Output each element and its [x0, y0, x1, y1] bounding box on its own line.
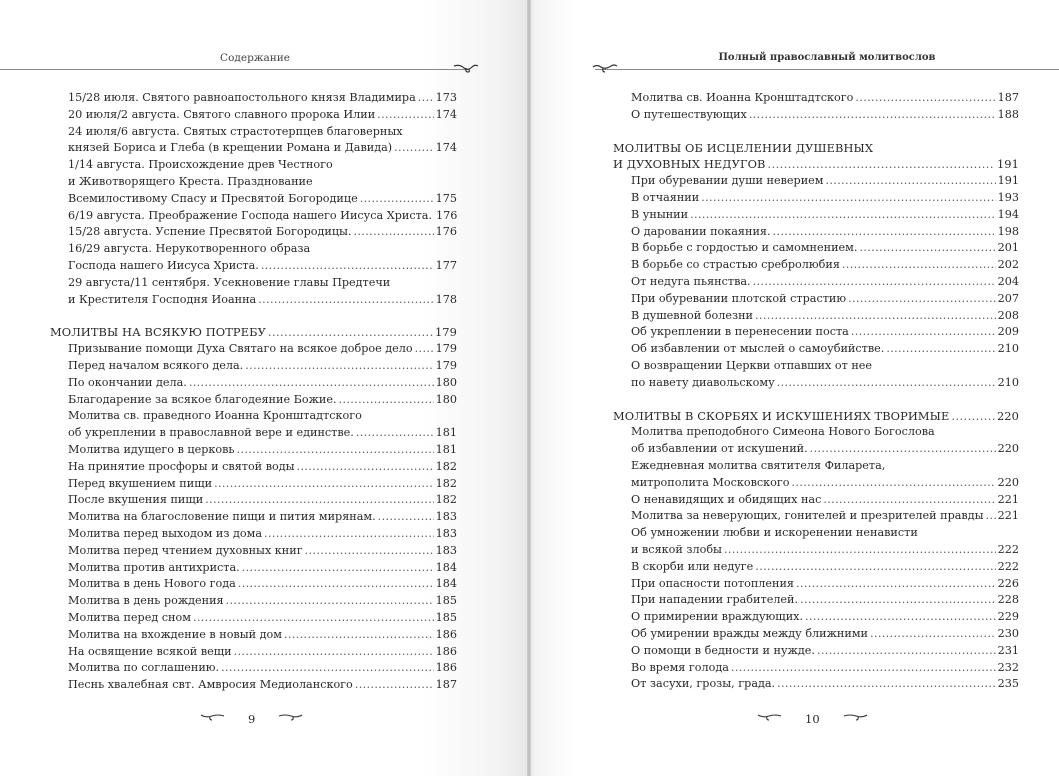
section-heading[interactable]: [613, 156, 1019, 173]
toc-entry[interactable]: [50, 258, 457, 275]
dot-leader: [305, 543, 434, 560]
dot-leader: [842, 257, 996, 274]
entry-title: Молитва перед выходом из дома: [68, 526, 263, 540]
entry-title: и Крестителя Господня Иоанна: [68, 292, 257, 306]
toc-entry[interactable]: [613, 324, 1019, 341]
entry-title: О примирении враждующих.: [631, 610, 804, 624]
entry-title: На принятие просфоры и святой воды: [68, 459, 295, 473]
entry-title: Молитва на вхождение в новый дом: [68, 627, 282, 641]
entry-page-number: 191: [996, 157, 1019, 172]
entry-title: 15/28 августа. Успение Пресвятой Богородицы.: [68, 225, 352, 239]
entry-title: Перед вкушением пищи: [68, 476, 213, 490]
entry-page-number: 198: [997, 224, 1019, 238]
entry-page-number: 174: [435, 107, 457, 121]
toc-entry[interactable]: [50, 375, 457, 392]
entry-page-number: 209: [997, 325, 1019, 339]
entry-page-number: 175: [435, 191, 457, 205]
entry-page-number: 182: [435, 476, 457, 490]
entry-title: О путешествующих: [631, 107, 747, 121]
dot-leader: [986, 508, 996, 525]
entry-page-number: 182: [435, 493, 457, 507]
toc-entry[interactable]: [613, 576, 1019, 593]
entry-page-number: 222: [997, 542, 1019, 556]
dot-leader: [261, 258, 434, 275]
toc-entry[interactable]: [613, 173, 1019, 190]
entry-title: Молитва в день рождения: [68, 594, 224, 608]
toc-entry[interactable]: [50, 224, 457, 241]
entry-title: Перед началом всякого дела.: [68, 358, 244, 372]
entry-page-number: 201: [997, 241, 1019, 255]
dot-leader: [773, 224, 996, 241]
toc-entry[interactable]: [613, 609, 1019, 626]
section-heading[interactable]: [613, 408, 1019, 425]
dot-leader: [378, 509, 434, 526]
dot-leader: [810, 441, 996, 458]
entry-title: Благодарение за всякое благодеяние Божие.: [68, 392, 337, 406]
toc-entry[interactable]: [613, 559, 1019, 576]
entry-page-number: 220: [996, 408, 1019, 423]
toc-entry[interactable]: [50, 492, 457, 509]
entry-title: Молитва идущего в церковь: [68, 442, 235, 456]
toc-entry[interactable]: [613, 475, 1019, 492]
toc-entry[interactable]: [613, 107, 1019, 124]
dot-leader: [356, 425, 434, 442]
toc-entry[interactable]: [50, 677, 457, 694]
dot-leader: [870, 626, 996, 643]
entry-page-number: 222: [997, 559, 1019, 573]
entry-page-number: 183: [435, 543, 457, 557]
entry-title: Об укреплении в перенесении поста: [631, 325, 849, 339]
entry-title: О ненавидящих и обидящих нас: [631, 492, 822, 506]
header-rule: [595, 69, 1059, 70]
page-number: 9: [248, 711, 256, 726]
toc-entry[interactable]: [50, 208, 457, 225]
entry-page-number: 176: [435, 225, 457, 239]
toc-entry[interactable]: [50, 526, 457, 543]
dot-leader: [237, 442, 434, 459]
dot-leader: [339, 392, 434, 409]
entry-title: При нападении грабителей.: [631, 593, 799, 607]
entry-title: В скорби или недуге: [631, 559, 754, 573]
toc-entry[interactable]: [50, 644, 457, 661]
dot-leader: [800, 592, 996, 609]
dot-leader: [355, 677, 434, 694]
entry-title: От недуга пьянства.: [631, 274, 751, 288]
dot-leader: [360, 191, 434, 208]
entry-title: В борьбе со страстью сребролюбия: [631, 258, 840, 272]
toc-section: [50, 324, 457, 694]
entry-title: В отчаянии: [631, 190, 700, 204]
entry-page-number: 179: [435, 358, 457, 372]
entry-page-number: 173: [435, 91, 457, 104]
entry-title: О помощи в бедности и нужде.: [631, 643, 815, 657]
toc-section: [613, 140, 1019, 392]
dot-leader: [859, 240, 995, 257]
page-number: 10: [805, 711, 820, 726]
entry-title: При опасности потопления: [631, 576, 794, 590]
entry-title: 6/19 августа. Преображение Господа нашего Иисуса Христа.: [68, 208, 433, 222]
entry-page-number: 182: [435, 459, 457, 473]
entry-page-number: 194: [997, 207, 1019, 221]
entry-page-number: 180: [435, 392, 457, 406]
left-page: [0, 0, 527, 776]
entry-page-number: 232: [997, 660, 1019, 674]
entry-page-number: 180: [435, 375, 457, 389]
dot-leader: [189, 375, 434, 392]
entry-page-number: 208: [997, 308, 1019, 322]
toc-entry[interactable]: [613, 257, 1019, 274]
toc-entry[interactable]: [50, 140, 457, 157]
entry-title: Молитва на благословение пищи и пития мирянам.: [68, 510, 376, 524]
toc-entry-line: 29 августа/11 сентября. Усекновение главы Предтечи: [68, 275, 391, 289]
toc-entry[interactable]: [613, 508, 1019, 525]
toc-entry[interactable]: [613, 660, 1019, 677]
toc-entry[interactable]: [50, 90, 457, 107]
dot-leader: [825, 173, 995, 190]
entry-page-number: 176: [436, 208, 458, 222]
entry-page-number: 187: [997, 91, 1019, 104]
dot-leader: [855, 90, 995, 107]
ornament-right-icon: [277, 711, 303, 726]
entry-title: При обуревании плотской страстию: [631, 291, 847, 305]
toc-entry[interactable]: [613, 441, 1019, 458]
toc-entry[interactable]: [613, 643, 1019, 660]
entry-page-number: 179: [435, 342, 457, 356]
ornament-flourish-icon: [591, 62, 619, 77]
dot-leader: [245, 358, 433, 375]
table-of-contents: [50, 90, 457, 694]
entry-page-number: 220: [997, 442, 1019, 456]
dot-leader: [951, 408, 995, 425]
dot-leader: [377, 107, 433, 124]
dot-leader: [238, 576, 434, 593]
toc-entry-line: МОЛИТВЫ ОБ ИСЦЕЛЕНИИ ДУШЕВНЫХ: [613, 140, 874, 155]
toc-entry[interactable]: [50, 107, 457, 124]
toc-entry[interactable]: [50, 509, 457, 526]
dot-leader: [242, 560, 434, 577]
entry-page-number: 191: [997, 174, 1019, 188]
entry-title: Молитва по соглашению.: [68, 661, 220, 675]
entry-title: Всемилостивому Спасу и Пресвятой Богородице: [68, 191, 358, 205]
toc-entry[interactable]: [613, 592, 1019, 609]
entry-title: В душевной болезни: [631, 308, 753, 322]
entry-page-number: 181: [435, 426, 457, 440]
entry-page-number: 186: [435, 644, 457, 658]
dot-leader: [297, 459, 434, 476]
entry-title: Молитва за неверующих, гонителей и презрителей правды: [631, 509, 984, 523]
entry-page-number: 193: [997, 190, 1019, 204]
entry-title: митрополита Московского: [631, 475, 790, 489]
entry-title: Господа нашего Иисуса Христа.: [68, 258, 259, 272]
page-footer: [757, 711, 868, 726]
toc-entry[interactable]: [613, 291, 1019, 308]
toc-entry-line: 1/14 августа. Происхождение древ Честного: [68, 158, 333, 172]
dot-leader: [753, 274, 996, 291]
entry-page-number: 183: [435, 526, 457, 540]
entry-title: князей Бориса и Глеба (в крещении Романа и Давида): [68, 141, 393, 155]
toc-entry-line: Молитва преподобного Симеона Нового Богослова: [631, 425, 935, 439]
dot-leader: [221, 660, 434, 677]
toc-entry[interactable]: [50, 191, 457, 208]
toc-section: [613, 408, 1019, 694]
dot-leader: [701, 190, 995, 207]
toc-entry[interactable]: [613, 341, 1019, 358]
dot-leader: [394, 140, 434, 157]
toc-entry[interactable]: [50, 425, 457, 442]
dot-leader: [258, 292, 433, 309]
entry-page-number: 183: [435, 510, 457, 524]
entry-title: об избавлении от искушений.: [631, 442, 808, 456]
toc-entry-line: Ежедневная молитва святителя Филарета,: [631, 458, 886, 472]
entry-page-number: 202: [997, 258, 1019, 272]
entry-title: по навету диавольскому: [631, 375, 775, 389]
dot-leader: [264, 526, 434, 543]
toc-entry[interactable]: [50, 576, 457, 593]
dot-leader: [777, 375, 996, 392]
toc-entry[interactable]: [50, 392, 457, 409]
entry-page-number: 204: [997, 274, 1019, 288]
toc-entry-line: О возвращении Церкви отпавших от нее: [631, 358, 873, 372]
entry-title: В борьбе с гордостью и самомнением.: [631, 241, 858, 255]
dot-leader: [755, 559, 995, 576]
dot-leader: [214, 476, 434, 493]
dot-leader: [690, 207, 996, 224]
entry-title: При обуревании души неверием: [631, 174, 824, 188]
entry-page-number: 230: [997, 626, 1019, 640]
table-of-contents: [613, 90, 1019, 693]
toc-entry[interactable]: [50, 543, 457, 560]
section-heading[interactable]: [50, 324, 457, 341]
toc-entry[interactable]: [613, 90, 1019, 107]
entry-title: О даровании покаяния.: [631, 224, 771, 238]
entry-title: 15/28 июля. Святого равноапостольного князя Владимира: [68, 91, 416, 104]
toc-entry[interactable]: [50, 610, 457, 627]
toc-entry[interactable]: [50, 476, 457, 493]
entry-title: Об умирении вражды между ближними: [631, 626, 868, 640]
entry-title: По окончании дела.: [68, 375, 187, 389]
entry-title: Молитва св. Иоанна Кронштадтского: [631, 91, 854, 104]
entry-page-number: 210: [997, 342, 1019, 356]
toc-entry[interactable]: [613, 274, 1019, 291]
entry-page-number: 185: [435, 594, 457, 608]
dot-leader: [205, 492, 433, 509]
entry-title: МОЛИТВЫ НА ВСЯКУЮ ПОТРЕБУ: [50, 325, 266, 340]
entry-page-number: 231: [997, 643, 1019, 657]
toc-entry[interactable]: [613, 207, 1019, 224]
book-spine: [527, 0, 535, 776]
entry-page-number: 185: [435, 610, 457, 624]
entry-page-number: 220: [997, 475, 1019, 489]
toc-entry-line: 16/29 августа. Нерукотворенного образа: [68, 242, 311, 256]
dot-leader: [755, 308, 996, 325]
toc-entry[interactable]: [50, 459, 457, 476]
ornament-left-icon: [200, 711, 226, 726]
page-footer: [200, 711, 303, 726]
entry-page-number: 184: [435, 577, 457, 591]
dot-leader: [805, 609, 996, 626]
entry-title: На освящение всякой вещи: [68, 644, 232, 658]
dot-leader: [234, 644, 434, 661]
dot-leader: [724, 542, 996, 559]
dot-leader: [749, 107, 996, 124]
dot-leader: [268, 324, 433, 341]
entry-page-number: 226: [997, 576, 1019, 590]
entry-title: Молитва перед сном: [68, 610, 191, 624]
entry-page-number: 178: [435, 292, 457, 306]
toc-entry[interactable]: [613, 375, 1019, 392]
entry-title: В унынии: [631, 207, 689, 221]
entry-page-number: 177: [435, 258, 457, 272]
entry-title: Во время голода: [631, 660, 729, 674]
entry-page-number: 186: [435, 661, 457, 675]
entry-page-number: 187: [435, 678, 457, 692]
toc-entry[interactable]: [613, 626, 1019, 643]
dot-leader: [817, 643, 996, 660]
toc-entry[interactable]: [50, 560, 457, 577]
entry-page-number: 229: [997, 610, 1019, 624]
entry-page-number: 181: [435, 442, 457, 456]
entry-title: Молитва против антихриста.: [68, 560, 240, 574]
running-head: Содержание: [220, 52, 290, 64]
right-page: [535, 0, 1059, 776]
toc-entry[interactable]: [613, 676, 1019, 693]
toc-entry-line: Молитва св. праведного Иоанна Кронштадтского: [68, 409, 362, 423]
dot-leader: [193, 610, 434, 627]
toc-entry[interactable]: [50, 593, 457, 610]
entry-title: Молитва в день Нового года: [68, 577, 236, 591]
toc-entry[interactable]: [50, 442, 457, 459]
entry-title: Песнь хвалебная свт. Амвросия Медиоланского: [68, 678, 353, 692]
entry-page-number: 210: [997, 375, 1019, 389]
entry-page-number: 188: [997, 107, 1019, 121]
entry-title: 20 июля/2 августа. Святого славного пророка Илии: [68, 107, 376, 121]
toc-entry[interactable]: [50, 358, 457, 375]
entry-page-number: 207: [997, 291, 1019, 305]
dot-leader: [768, 156, 995, 173]
dot-leader: [354, 224, 434, 241]
entry-page-number: 228: [997, 593, 1019, 607]
entry-title: и всякой злобы: [631, 542, 722, 556]
dot-leader: [792, 475, 996, 492]
dot-leader: [731, 660, 996, 677]
dot-leader: [796, 576, 996, 593]
entry-title: Об избавлении от мыслей о самоубийстве.: [631, 342, 885, 356]
entry-page-number: 184: [435, 560, 457, 574]
toc-entry-line: 24 июля/6 августа. Святых страстотерпцев благоверных: [68, 124, 403, 138]
running-head: Полный православный молитвослов: [718, 52, 936, 63]
header-rule: [0, 69, 470, 70]
dot-leader: [418, 90, 434, 107]
entry-title: об укреплении в православной вере и единстве.: [68, 426, 354, 440]
toc-entry[interactable]: [613, 190, 1019, 207]
entry-title: От засухи, грозы, града.: [631, 677, 776, 691]
dot-leader: [851, 324, 996, 341]
dot-leader: [823, 492, 995, 509]
toc-entry[interactable]: [613, 492, 1019, 509]
entry-page-number: 235: [997, 677, 1019, 691]
entry-page-number: 221: [997, 492, 1019, 506]
dot-leader: [284, 627, 434, 644]
toc-entry[interactable]: [50, 341, 457, 358]
toc-entry[interactable]: [613, 542, 1019, 559]
entry-page-number: 186: [435, 627, 457, 641]
dot-leader: [415, 341, 434, 358]
toc-entry[interactable]: [613, 224, 1019, 241]
toc-entry-line: Об умножении любви и искоренении ненависти: [631, 526, 918, 540]
entry-title: Молитва перед чтением духовных книг: [68, 543, 303, 557]
entry-title: МОЛИТВЫ В СКОРБЯХ И ИСКУШЕНИЯХ ТВОРИМЫЕ: [613, 408, 950, 423]
entry-title: После вкушения пищи: [68, 493, 204, 507]
entry-title: Призывание помощи Духа Святаго на всякое доброе дело: [68, 342, 413, 356]
entry-page-number: 174: [435, 141, 457, 155]
toc-entry[interactable]: [50, 627, 457, 644]
ornament-left-icon: [757, 711, 783, 726]
dot-leader: [777, 676, 996, 693]
entry-title: И ДУХОВНЫХ НЕДУГОВ: [613, 157, 766, 172]
toc-entry[interactable]: [613, 308, 1019, 325]
dot-leader: [848, 291, 996, 308]
ornament-flourish-icon: [452, 62, 480, 77]
toc-entry[interactable]: [50, 660, 457, 677]
entry-page-number: 221: [997, 509, 1019, 523]
ornament-right-icon: [842, 711, 868, 726]
toc-entry-line: и Животворящего Креста. Празднование: [68, 174, 313, 188]
toc-entry[interactable]: [613, 240, 1019, 257]
dot-leader: [226, 593, 434, 610]
entry-page-number: 179: [434, 325, 457, 340]
toc-entry[interactable]: [50, 292, 457, 309]
dot-leader: [886, 341, 995, 358]
